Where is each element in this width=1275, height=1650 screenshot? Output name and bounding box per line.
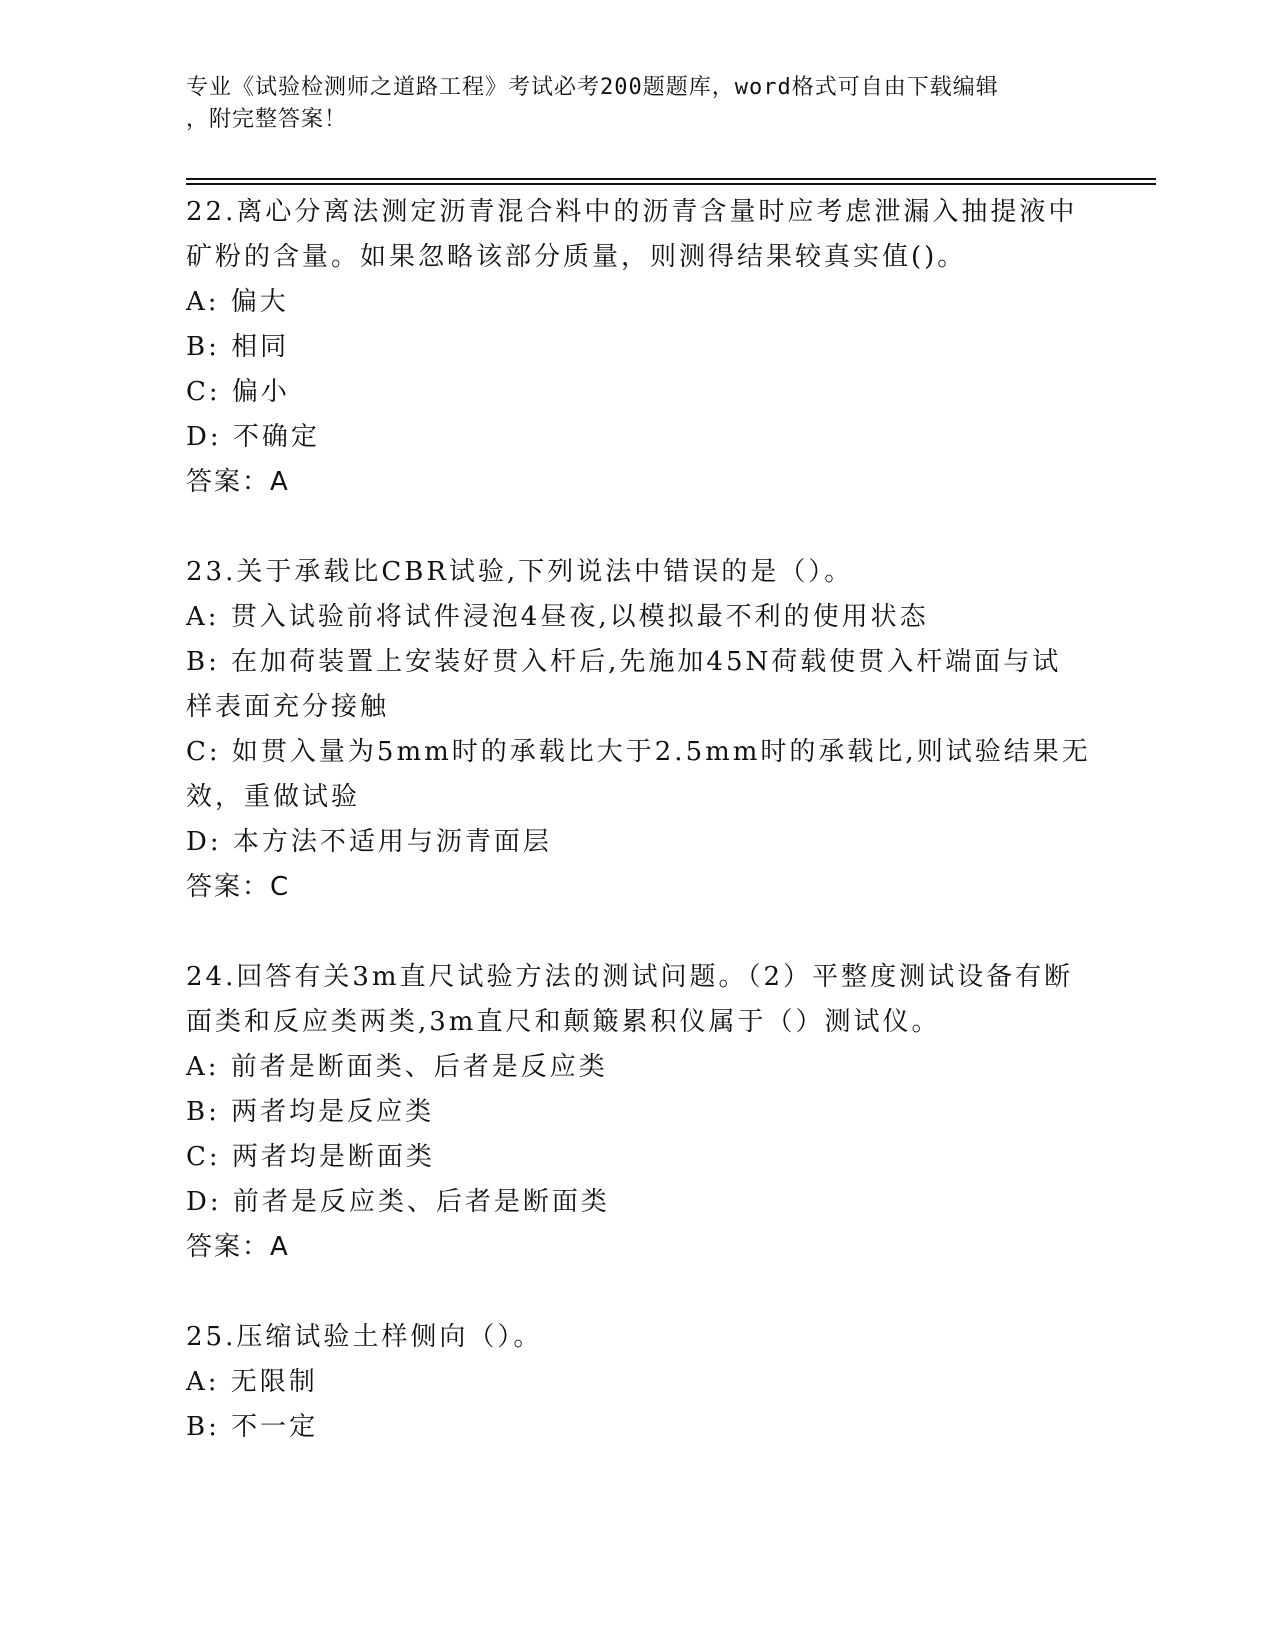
question-text: 23.关于承载比CBR试验,下列说法中错误的是（）。: [186, 557, 854, 587]
option-c: C: 如贯入量为5mm时的承载比大于2.5mm时的承载比,则试验结果无: [186, 737, 1091, 767]
option-a: A: 贯入试验前将试件浸泡4昼夜,以模拟最不利的使用状态: [186, 602, 929, 632]
question-25: [186, 1315, 1086, 1450]
option-c: C: 两者均是断面类: [186, 1142, 435, 1172]
option-b: B: 相同: [186, 332, 290, 362]
option-a: A: 偏大: [186, 287, 289, 317]
question-spacer: [186, 1270, 1086, 1315]
question-spacer: [186, 910, 1086, 955]
option-a: A: 前者是断面类、后者是反应类: [186, 1052, 608, 1082]
question-24: [186, 955, 1086, 1270]
option-d: D: 前者是反应类、后者是断面类: [186, 1187, 610, 1217]
header-divider-top: [186, 178, 1156, 180]
answer: 答案：A: [186, 1232, 290, 1262]
option-d: D: 本方法不适用与沥青面层: [186, 827, 552, 857]
option-b: B: 不一定: [186, 1412, 319, 1442]
option-b: B: 在加荷装置上安装好贯入杆后,先施加45N荷载使贯入杆端面与试: [186, 647, 1062, 677]
header-line-2: ，附完整答案！: [186, 107, 348, 132]
header-line-1: 专业《试验检测师之道路工程》考试必考200题题库，word格式可自由下载编辑: [186, 75, 999, 100]
question-text: 面类和反应类两类,3m直尺和颠簸累积仪属于（）测试仪。: [186, 1007, 941, 1037]
question-text: 矿粉的含量。如果忽略该部分质量，则测得结果较真实值()。: [186, 242, 967, 272]
option-b: B: 两者均是反应类: [186, 1097, 435, 1127]
question-text: 24.回答有关3m直尺试验方法的测试问题。（2）平整度测试设备有断: [186, 962, 1074, 992]
option-d: D: 不确定: [186, 422, 320, 452]
question-23: [186, 550, 1091, 910]
question-text: 22.离心分离法测定沥青混合料中的沥青含量时应考虑泄漏入抽提液中: [186, 197, 1078, 227]
option-c-continued: 效，重做试验: [186, 782, 361, 812]
option-b-continued: 样表面充分接触: [186, 692, 390, 722]
questions-list: [186, 190, 1091, 1450]
question-22: [186, 190, 1086, 505]
option-c: C: 偏小: [186, 377, 290, 407]
document-header: [186, 72, 1086, 136]
answer: 答案：A: [186, 467, 290, 497]
option-a: A: 无限制: [186, 1367, 318, 1397]
answer: 答案：C: [186, 872, 291, 902]
question-text: 25.压缩试验土样侧向（）。: [186, 1322, 543, 1352]
header-divider-bottom: [186, 183, 1156, 185]
question-spacer: [186, 505, 1086, 550]
